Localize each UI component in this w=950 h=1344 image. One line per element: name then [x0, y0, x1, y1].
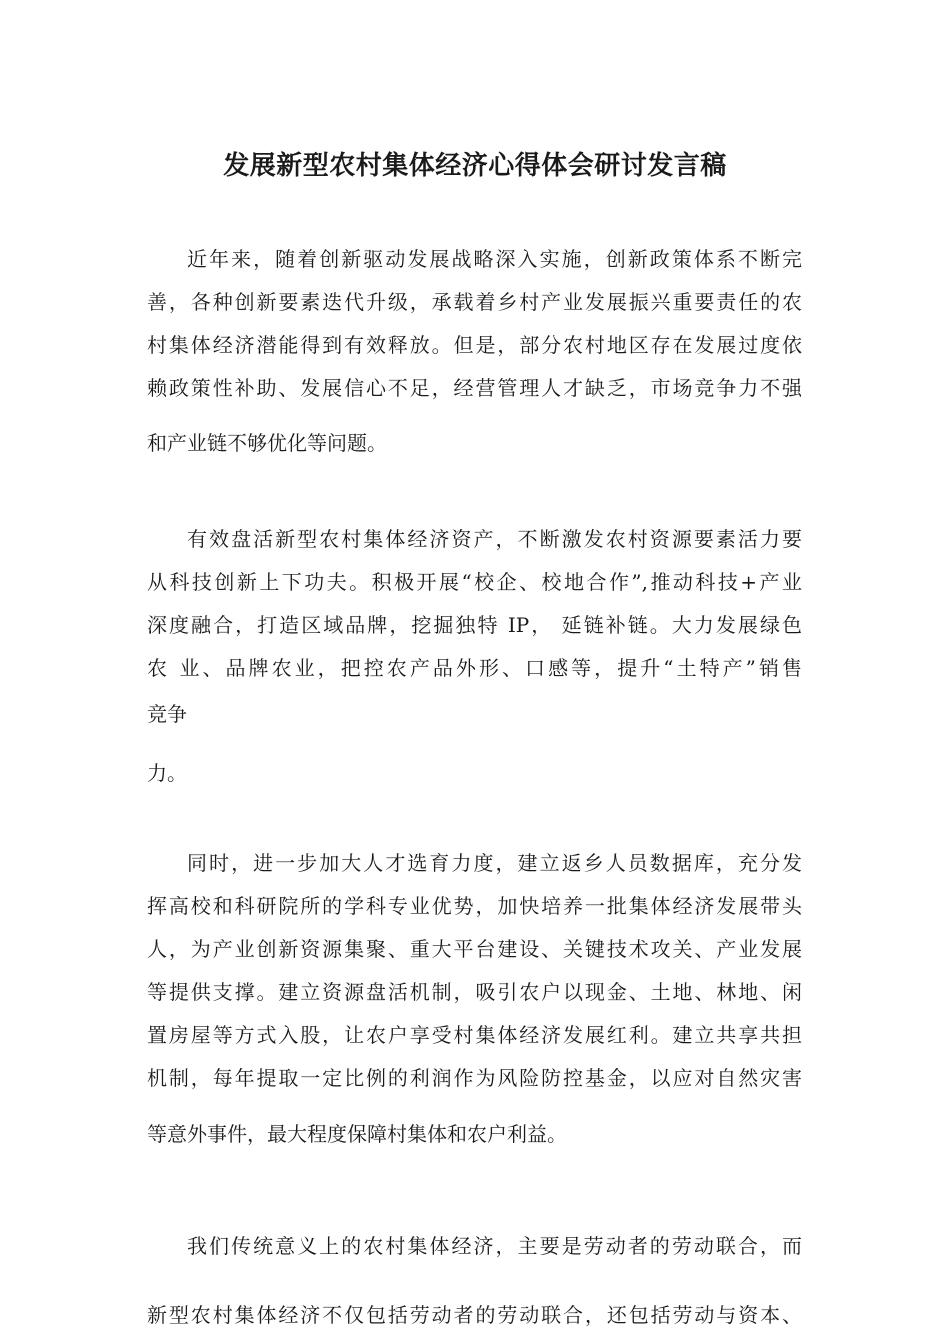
paragraph-2-line-6: 力。 — [147, 761, 187, 785]
document-title: 发展新型农村集体经济心得体会研讨发言稿 — [223, 151, 727, 181]
paragraph-1-line-1: 近年来，随着创新驱动发展战略深入实施，创新政策体系不断完 — [187, 247, 802, 271]
paragraph-1-line-4: 赖政策性补助、发展信心不足，经营管理人才缺乏，市场竞争力不强 — [147, 376, 802, 400]
paragraph-4-line-2: 新型农村集体经济不仅包括劳动者的劳动联合，还包括劳动与资本、 — [147, 1303, 802, 1327]
paragraph-1-line-2: 善，各种创新要素迭代升级，承载着乡村产业发展振兴重要责任的农 — [147, 290, 802, 314]
paragraph-3-line-1: 同时，进一步加大人才选育力度，建立返乡人员数据库，充分发 — [187, 851, 802, 875]
paragraph-3-line-2: 挥高校和科研院所的学科专业优势，加快培养一批集体经济发展带头 — [147, 894, 802, 918]
paragraph-4-line-1: 我们传统意义上的农村集体经济，主要是劳动者的劳动联合，而 — [187, 1234, 802, 1258]
paragraph-2-line-5: 竞争 — [147, 702, 187, 726]
paragraph-3-line-6: 机制，每年提取一定比例的利润作为风险防控基金，以应对自然灾害 — [147, 1066, 802, 1090]
paragraph-2-line-2: 从科技创新上下功夫。积极开展“校企、校地合作”,推动科技+产业 — [147, 570, 802, 594]
paragraph-3-line-4: 等提供支撑。建立资源盘活机制，吸引农户以现金、土地、林地、闲 — [147, 980, 802, 1004]
paragraph-3-line-3: 人，为产业创新资源集聚、重大平台建设、关键技术攻关、产业发展 — [147, 937, 802, 961]
paragraph-3-line-7: 等意外事件，最大程度保障村集体和农户利益。 — [147, 1122, 567, 1146]
paragraph-1-line-3: 村集体经济潜能得到有效释放。但是，部分农村地区存在发展过度依 — [147, 333, 802, 357]
paragraph-2-line-4: 农 业、品牌农业，把控农产品外形、口感等，提升“土特产”销售 — [147, 656, 802, 680]
paragraph-3-line-5: 置房屋等方式入股，让农户享受村集体经济发展红利。建立共享共担 — [147, 1023, 802, 1047]
paragraph-1-line-5: 和产业链不够优化等问题。 — [147, 431, 387, 455]
paragraph-2-line-1: 有效盘活新型农村集体经济资产，不断激发农村资源要素活力要 — [187, 527, 802, 551]
paragraph-2-line-3: 深度融合，打造区域品牌，挖掘独特 IP， 延链补链。大力发展绿色 — [147, 613, 802, 637]
